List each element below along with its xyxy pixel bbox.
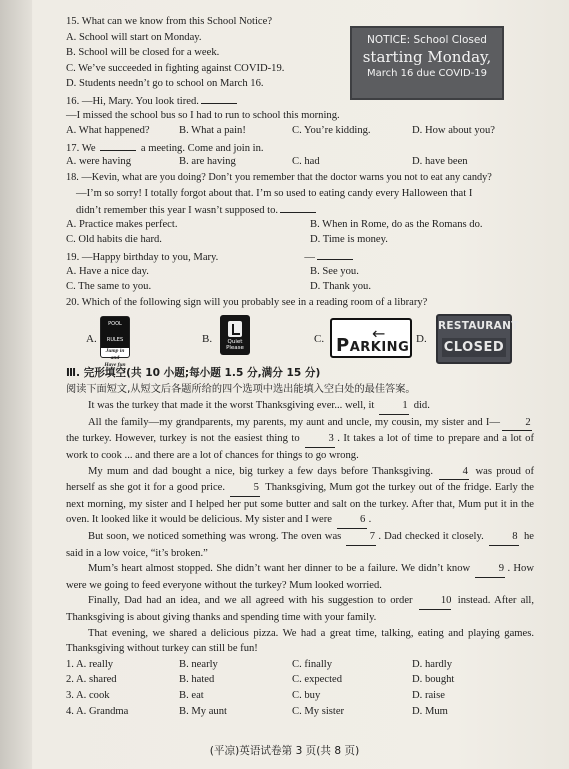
cloze-options-4 <box>66 704 534 720</box>
q19-option-a: A. Have a nice day. <box>66 265 149 277</box>
q18-options-row1 <box>66 217 534 233</box>
pool-rules-line3: Have fun <box>104 362 126 369</box>
q16-line2: —I missed the school bus so I had to run to school this morning. <box>66 109 340 121</box>
cloze-2-a: 2. A. shared <box>66 674 117 686</box>
p1-text-a: It was the turkey that made it the worst Thanksgiving ever... well, it <box>88 400 375 412</box>
p4-text-a: But soon, we noticed something was wrong. The oven was <box>88 531 342 543</box>
cloze-2-b: B. hated <box>179 674 215 686</box>
cloze-3-d: D. raise <box>412 689 445 701</box>
p2-text-a: All the family—my grandparents, my parents, my aunt and uncle, my cousin, my sister and I— <box>88 416 500 428</box>
p3-text-a: My mum and dad bought a nice, big turkey a few days before Thanksgiving. <box>88 465 434 477</box>
p3-text-c: Thanksgiving, Mum got the turkey out of the fridge. Early the next morning, my sister and I helped her put some butter and salt on the turkey. After that, Mum put it in the oven. It looked like it would be delicious. My sister and I were <box>66 482 534 526</box>
q19-answer-blank <box>317 248 353 260</box>
cloze-3-b: B. eat <box>179 689 204 701</box>
q15-option-c: C. We’ve succeeded in fighting against COVID-19. <box>66 62 285 74</box>
blank-6: 6 <box>337 512 367 529</box>
q19-options-row1 <box>66 264 534 280</box>
quiet-please-sign <box>220 315 250 355</box>
q15-option-a: A. School will start on Monday. <box>66 31 202 43</box>
q19-option-b: B. See you. <box>310 265 359 277</box>
left-arrow-icon: ← <box>372 324 386 344</box>
cloze-4-b: B. My aunt <box>179 705 227 717</box>
passage-p2 <box>66 415 534 464</box>
blank-5: 5 <box>230 480 260 497</box>
p4-text-b: . Dad checked it closely. <box>378 531 484 543</box>
cloze-4-a: 4. A. Grandma <box>66 705 129 717</box>
notice-line1: NOTICE: School Closed <box>367 34 487 46</box>
q18-options-row2 <box>66 232 534 248</box>
q18-line2: —I’m so sorry! I totally forgot about that. I’m so used to eating candy every Halloween that I <box>76 187 473 199</box>
quiet-sign-line2: Please <box>226 345 244 352</box>
q20-label-a: A. <box>86 333 97 346</box>
q19-option-d: D. Thank you. <box>310 281 372 293</box>
cloze-1-a: 1. A. really <box>66 658 114 670</box>
cloze-2-d: D. bought <box>412 674 455 686</box>
q17-options <box>66 154 534 170</box>
blank-1: 1 <box>379 398 409 415</box>
passage-p4 <box>66 529 534 561</box>
cloze-options-2 <box>66 672 534 688</box>
blank-2: 2 <box>502 415 532 432</box>
section-3-instruction: 阅读下面短文,从短文后各题所给的四个选项中选出能填入空白处的最佳答案。 <box>66 384 416 396</box>
cloze-4-d: D. Mum <box>412 705 448 717</box>
cloze-1-c: C. finally <box>292 658 333 670</box>
restaurant-text: RESTAURANT <box>438 320 519 333</box>
passage-p1 <box>66 398 534 415</box>
q20-label-c: C. <box>314 333 325 346</box>
p4-text-c: he said in a low voice, “it’s broken.” <box>66 531 534 559</box>
blank-9: 9 <box>475 561 505 578</box>
q17-stem <box>66 139 534 155</box>
restaurant-closed-sign <box>436 314 519 364</box>
page-content <box>66 14 534 719</box>
cloze-1-b: B. nearly <box>179 658 218 670</box>
p5-text-b: . How were we going to feed everyone without the turkey? Mum looked worried. <box>66 563 534 591</box>
blank-10: 10 <box>419 593 452 610</box>
q16-options <box>66 123 534 139</box>
q18-line3-text: didn’t remember this year I wasn’t supposed to. <box>76 205 279 217</box>
quiet-sign-line1: Quiet <box>227 339 243 346</box>
cloze-3-c: C. buy <box>292 689 321 701</box>
p3-text-b: was proud of herself as she got it for a good price. <box>66 465 535 494</box>
q18-option-c: C. Old habits die hard. <box>66 234 162 246</box>
q15-option-d: D. Students needn’t go to school on March 16. <box>66 78 264 90</box>
q20-stem: 20. Which of the following sign will you probably see in a reading room of a library? <box>66 296 428 308</box>
cloze-2-c: C. expected <box>292 674 343 686</box>
q17-option-d: D. have been <box>412 156 468 168</box>
q18-option-b: B. When in Rome, do as the Romans do. <box>310 218 483 230</box>
q16-option-a: A. What happened? <box>66 125 150 137</box>
q17-answer-blank <box>100 139 136 151</box>
pool-rules-line1: Jump in <box>105 348 125 355</box>
passage-p7: That evening, we shared a delicious pizza. We had a great time, talking, eating and playing games. Thanksgiving without turkey can still be fun! <box>66 627 534 655</box>
p2-text-c: . It takes a lot of time to prepare and a lot of work to cook ... and there are a lot of chances for things to go wrong. <box>66 433 534 462</box>
q17-option-a: A. were having <box>66 156 132 168</box>
q17-stem-b: a meeting. Come and join in. <box>140 142 264 154</box>
q16-option-c: C. You’re kidding. <box>292 125 371 137</box>
q19-reply-dash: — <box>304 251 315 263</box>
q19-stem <box>66 248 534 264</box>
q17-option-c: C. had <box>292 156 320 168</box>
pool-rules-header: POOL RULES <box>101 317 129 348</box>
cloze-options-1 <box>66 657 534 673</box>
p2-text-b: the turkey. However, turkey is not the easiest thing to <box>66 433 300 445</box>
notice-line2: starting Monday, <box>362 48 492 66</box>
p1-text-b: did. <box>413 400 430 412</box>
passage-p3 <box>66 464 534 529</box>
q16-answer-blank <box>201 92 237 104</box>
pool-rules-sign <box>100 316 130 369</box>
notice-line3: March 16 due COVID-19 <box>366 68 488 79</box>
passage-p5 <box>66 561 534 593</box>
q16-stem-text: 16. —Hi, Mary. You look tired. <box>66 95 199 107</box>
blank-3: 3 <box>305 431 335 448</box>
cloze-4-c: C. My sister <box>292 705 345 717</box>
page-footer: (平凉)英语试卷第 3 页(共 8 页) <box>209 745 360 757</box>
quiet-icon <box>228 321 242 337</box>
q15-stem: 15. What can we know from this School Notice? <box>66 16 273 27</box>
q18-line3 <box>66 201 534 217</box>
q18-option-a: A. Practice makes perfect. <box>66 218 178 230</box>
section-3-title: Ⅲ. 完形填空(共 10 小题;每小题 1.5 分,满分 15 分) <box>66 367 321 380</box>
scan-left-shadow <box>0 0 32 769</box>
p3-text-d: . <box>368 514 372 526</box>
p6-text-b: instead. After all, Thanksgiving is about giving thanks and spending time with your family. <box>66 595 534 623</box>
parking-text: PARKING <box>336 334 410 356</box>
p5-text-a: Mum’s heart almost stopped. She didn’t want her dinner to be a failure. We didn’t know <box>88 563 471 575</box>
q18-answer-blank <box>280 201 316 213</box>
cloze-3-a: 3. A. cook <box>66 689 110 701</box>
cloze-1-d: D. hardly <box>412 658 453 670</box>
closed-text: CLOSED <box>442 338 506 358</box>
q17-stem-a: 17. We <box>66 142 96 154</box>
q17-option-b: B. are having <box>179 156 236 168</box>
school-notice-image <box>350 26 504 100</box>
blank-7: 7 <box>346 529 376 546</box>
q18-line1: 18. —Kevin, what are you doing? Don’t you remember that the doctor warns you not to eat any candy? <box>66 171 492 183</box>
q16-option-d: D. How about you? <box>412 125 495 137</box>
passage-p6 <box>66 593 534 625</box>
blank-8: 8 <box>489 529 519 546</box>
parking-sign <box>330 318 412 358</box>
cloze-options-3 <box>66 688 534 704</box>
q20-label-d: D. <box>416 333 427 346</box>
q20-label-b: B. <box>202 333 213 346</box>
p6-text-a: Finally, Dad had an idea, and we all agreed with his suggestion to order <box>88 595 413 607</box>
pool-rules-line2: and <box>110 355 120 362</box>
q20-signs <box>66 312 534 369</box>
q19-options-row2 <box>66 279 534 295</box>
q15-option-b: B. School will be closed for a week. <box>66 47 220 59</box>
blank-4: 4 <box>439 464 469 481</box>
q18-option-d: D. Time is money. <box>310 234 388 246</box>
q19-stem-text: 19. —Happy birthday to you, Mary. <box>66 251 219 263</box>
q16-option-b: B. What a pain! <box>179 125 246 137</box>
q19-option-c: C. The same to you. <box>66 281 152 293</box>
